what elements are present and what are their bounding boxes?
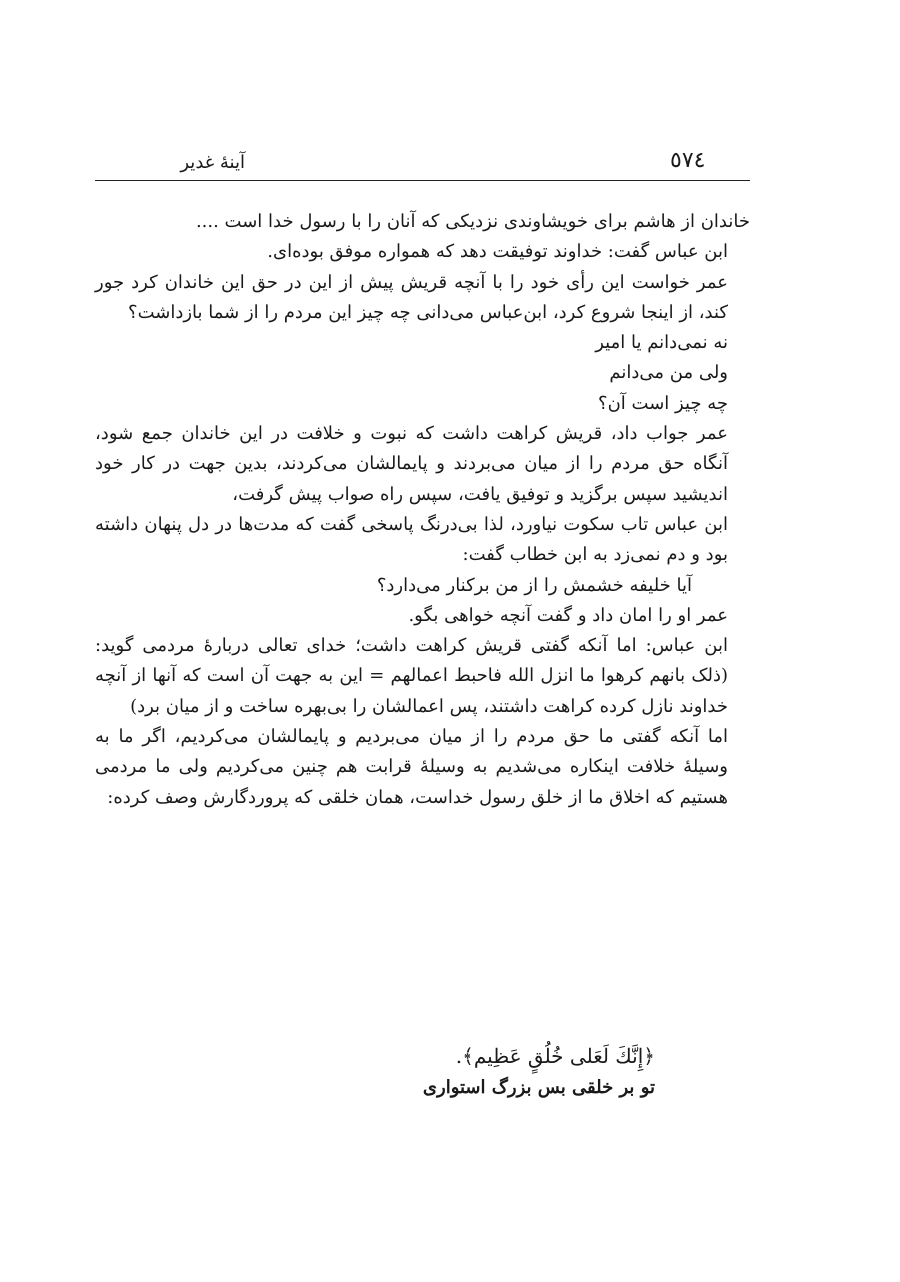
verse-translation: تو بر خلقی بس بزرگ استواری (422, 1077, 655, 1098)
dialogue-line: نه نمی‌دانم یا امیر (595, 332, 728, 354)
running-header (95, 146, 750, 181)
paragraph: اما آنکه گفتی ما حق مردم را از میان می‌بردیم و پایمالشان می‌کردیم، اگر ما به وسیلهٔ خلافت اینکاره می‌شدیم به وسیلهٔ قرابت هم چنین می‌کردیم ولی ما مردمی هستیم که اخلاق ما از خلق رسول خداست، همان خلقی که پروردگارش وصف کرده: (95, 726, 728, 808)
page-number: ٥٧٤ (670, 148, 706, 173)
paragraph: عمر جواب داد، قریش کراهت داشت که نبوت و خلافت در این خاندان جمع شود، آنگاه حق مردم را از میان می‌بردند و پایمالشان می‌کردند، بدین جهت در کار خود اندیشید سپس برگزید و توفیق یافت، سپس راه صواب پیش گرفت، (95, 423, 728, 505)
book-title: آینهٔ غدیر (180, 152, 245, 173)
paragraph: ابن عباس: اما آنکه گفتی قریش کراهت داشت؛ خدای تعالی دربارهٔ مردمی گوید: (ذلک بانهم کرهوا ما انزل الله فاحبط اعمالهم = این به جهت آن است که آنها از آنچه خداوند نازل کرده کراهت داشتند، پس اعمالشان را بی‌بهره ساخت و از میان برد) (95, 635, 728, 717)
body-text (95, 207, 750, 813)
paragraph: عمر خواست این رأی خود را با آنچه قریش پیش از این در حق این خاندان کرد جور کند، از اینجا شروع کرد، ابن‌عباس می‌دانی چه چیز این مردم را از شما بازداشت؟ (95, 271, 728, 323)
paragraph: ابن عباس تاب سکوت نیاورد، لذا بی‌درنگ پاسخی گفت که مدت‌ها در دل پنهان داشته بود و دم نمی‌زد به ابن خطاب گفت: (95, 513, 728, 566)
dialogue-line: عمر او را امان داد و گفت آنچه خواهی بگو. (408, 604, 728, 626)
quran-verse: ﴿إِنَّكَ لَعَلى خُلُقٍ عَظِيم﴾. (455, 1044, 655, 1068)
quranic-quote (95, 1040, 750, 1104)
dialogue-line: ولی من می‌دانم (609, 362, 728, 384)
paragraph: ابن عباس گفت: خداوند توفیقت دهد که همواره موفق بوده‌ای. (267, 241, 728, 263)
paragraph: خاندان از هاشم برای خویشاوندی نزدیکی که آنان را با رسول خدا است .... (195, 211, 750, 232)
dialogue-line: چه چیز است آن؟ (598, 392, 728, 414)
dialogue-line: آیا خلیفه خشمش را از من برکنار می‌دارد؟ (376, 574, 692, 596)
